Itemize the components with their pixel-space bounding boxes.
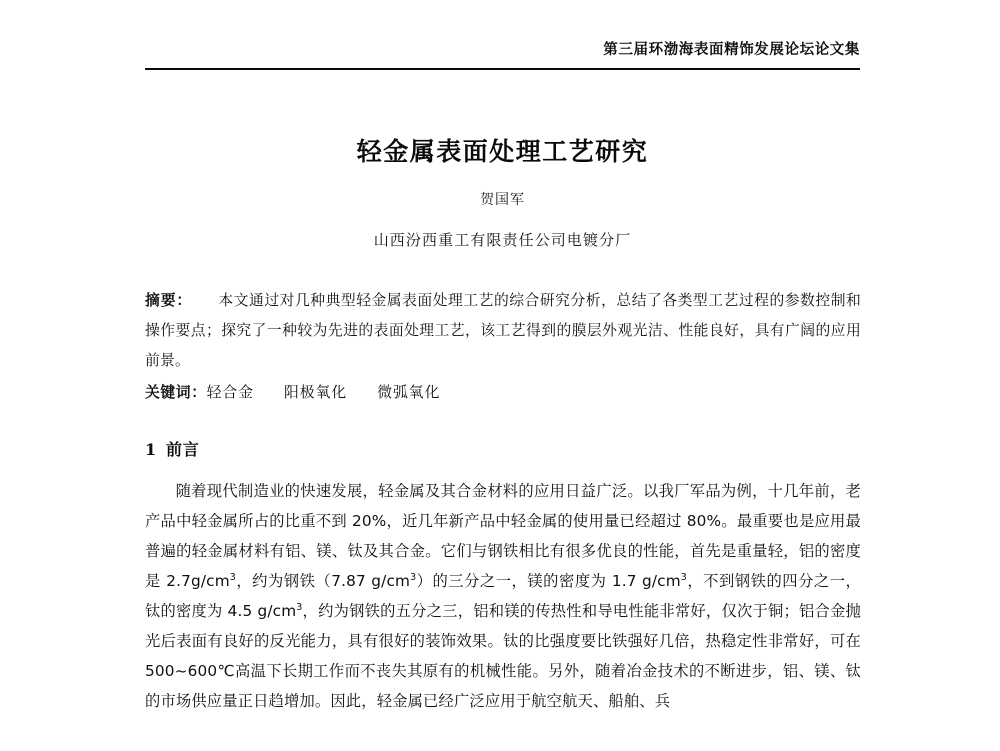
abstract-label: 摘要： (145, 292, 193, 309)
body-text-segment: ）的三分之一，镁的密度为 1.7 g/cm (416, 572, 681, 590)
superscript-exponent: 3 (410, 571, 417, 583)
section-number: 1 (145, 440, 157, 459)
section-heading (145, 437, 200, 460)
body-paragraph (145, 476, 861, 716)
abstract-block (145, 286, 861, 408)
running-header: 第三届环渤海表面精饰发展论坛论文集 (603, 42, 860, 58)
superscript-exponent: 3 (296, 601, 303, 613)
body-text-segment: 随着现代制造业的快速发展，轻金属及其合金材料的应用日益广泛。以我厂军品为例，十几年前，老产品中轻金属所占的比重不到 20%，近几年新产品中轻金属的使用量已经超过 80%。最重要也是应用最普遍的轻金属材料有铝、镁、钛及其合金。它们与钢铁相比有很多优良的性能，首先是重量轻，铝的密度是 2.7g/cm (145, 482, 861, 590)
author-affiliation: 山西汾西重工有限责任公司电镀分厂 (373, 231, 632, 250)
keywords-label: 关键词： (145, 384, 207, 401)
body-text-segment: ，约为钢铁的五分之三，铝和镁的传热性和导电性能非常好，仅次于铜；铝合金抛光后表面有良好的反光能力，具有很好的装饰效果。钛的比强度要比铁强好几倍，热稳定性非常好，可在 500~600℃高温下长期工作而不丧失其原有的机械性能。另外，随着冶金技术的不断进步，铝、镁、钛的市场供应量正日趋增加。因此，轻金属已经广泛应用于航空航天、船舶、兵 (145, 602, 862, 710)
keyword-item: 微弧氧化 (377, 384, 441, 401)
superscript-exponent: 3 (229, 571, 236, 583)
body-block (145, 476, 861, 716)
keyword-item: 轻合金 (206, 384, 254, 401)
keywords-line (145, 378, 861, 408)
header-rule-divider (145, 68, 860, 70)
title-block (145, 136, 860, 250)
abstract-text: 本文通过对几种典型轻金属表面处理工艺的综合研究分析，总结了各类型工艺过程的参数控制和操作要点；探究了一种较为先进的表面处理工艺，该工艺得到的膜层外观光洁、性能良好，具有广阔的应用前景。 (145, 292, 861, 369)
document-title: 轻金属表面处理工艺研究 (356, 137, 649, 166)
abstract-paragraph (145, 286, 861, 376)
section-title: 前言 (165, 440, 200, 459)
body-text-segment: ，不到钢铁的四分之一，钛的密度为 4.5 g/cm (145, 572, 861, 620)
body-text-segment: ，约为钢铁（7.87 g/cm (235, 572, 411, 590)
author-name: 贺国军 (480, 192, 525, 209)
keyword-item: 阳极氧化 (284, 384, 348, 401)
superscript-exponent: 3 (680, 571, 687, 583)
